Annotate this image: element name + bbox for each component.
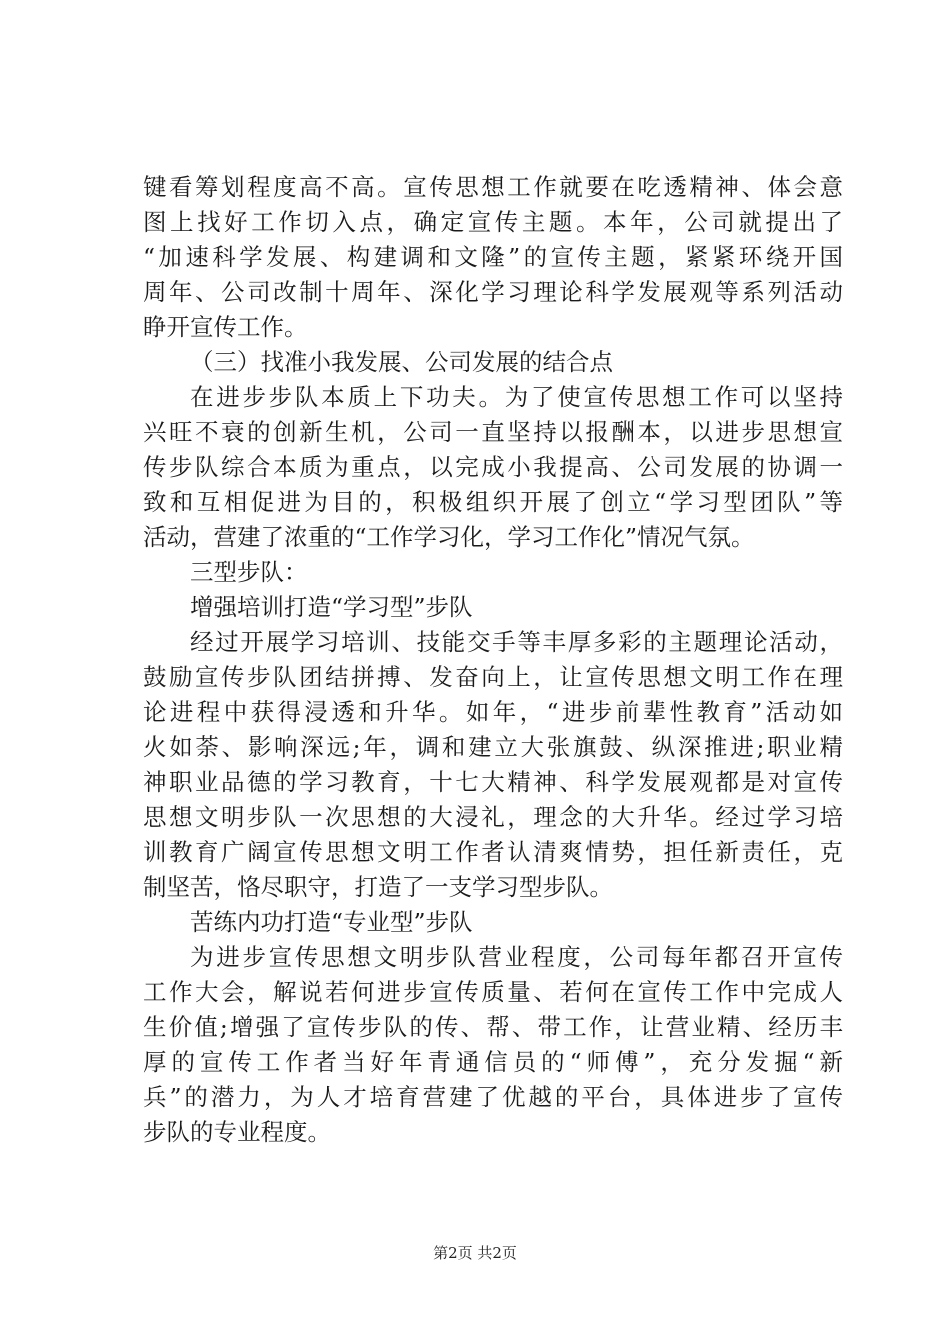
text-line: 在进步步队本质上下功夫。为了使宣传思想工作可以坚持 [190,383,843,411]
text-line: 兴旺不衰的创新生机，公司一直坚持以报酬本，以进步思想宣 [143,418,843,446]
text-line: 兵”的潜力，为人才培育营建了优越的平台，具体进步了宣传 [143,1083,843,1111]
text-line: 神职业品德的学习教育，十七大精神、科学发展观都是对宣传 [143,768,843,796]
text-line: 传步队综合本质为重点，以完成小我提高、公司发展的协调一 [143,453,843,481]
subheading: 增强培训打造“学习型”步队 [190,593,473,621]
text-line: 工作大会，解说若何进步宣传质量、若何在宣传工作中完成人 [143,978,843,1006]
text-line: 活动，营建了浓重的“工作学习化，学习工作化”情况气氛。 [143,523,755,551]
text-line: 步队的专业程度。 [143,1118,331,1146]
text-line: 厚的宣传工作者当好年青通信员的“师傅”，充分发掘“新 [143,1048,843,1076]
text-line: 致和互相促进为目的，积极组织开展了创立“学习型团队”等 [143,488,843,516]
text-line: 制坚苦，恪尽职守，打造了一支学习型步队。 [143,873,613,901]
text-line: 火如荼、影响深远;年，调和建立大张旗鼓、纵深推进;职业精 [143,733,843,761]
page-number: 第2页 共2页 [433,1244,517,1262]
section-heading: （三）找准小我发展、公司发展的结合点 [190,348,613,376]
page-footer [0,1243,950,1263]
text-line: 论进程中获得浸透和升华。如年，“进步前辈性教育”活动如 [143,698,843,726]
subheading: 苦练内功打造“专业型”步队 [190,908,473,936]
text-line: 为进步宣传思想文明步队营业程度，公司每年都召开宣传 [190,943,843,971]
text-line: 思想文明步队一次思想的大浸礼，理念的大升华。经过学习培 [143,803,843,831]
text-line: 图上找好工作切入点，确定宣传主题。本年，公司就提出了 [143,208,843,236]
text-line: 经过开展学习培训、技能交手等丰厚多彩的主题理论活动， [190,628,843,656]
text-line: 训教育广阔宣传思想文明工作者认清爽情势，担任新责任，克 [143,838,843,866]
text-line: 鼓励宣传步队团结拼搏、发奋向上，让宣传思想文明工作在理 [143,663,843,691]
subheading: 三型步队： [190,558,308,586]
document-body [143,170,843,1150]
text-line: 睁开宣传工作。 [143,313,308,341]
text-line: 键看筹划程度高不高。宣传思想工作就要在吃透精神、体会意 [143,173,843,201]
text-line: 周年、公司改制十周年、深化学习理论科学发展观等系列活动 [143,278,843,306]
text-line: 生价值;增强了宣传步队的传、帮、带工作，让营业精、经历丰 [143,1013,843,1041]
text-line: “加速科学发展、构建调和文隆”的宣传主题，紧紧环绕开国 [143,243,843,271]
